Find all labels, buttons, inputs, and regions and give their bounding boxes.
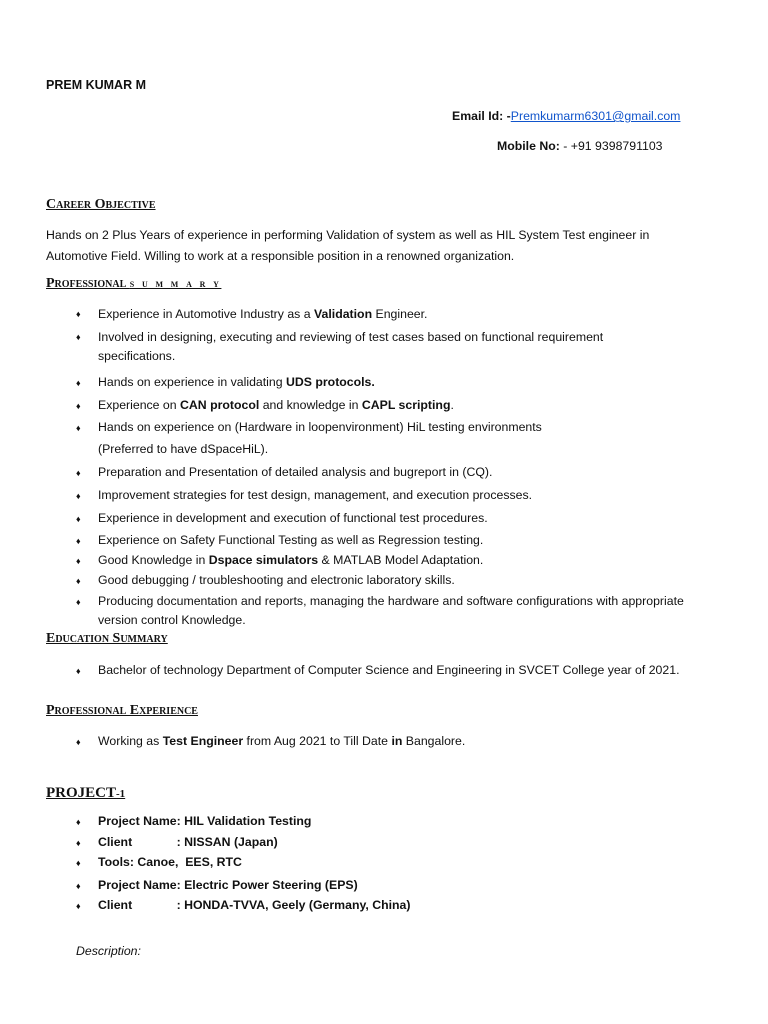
emph: CAN protocol [180, 398, 260, 412]
professional-summary-heading-b: s u m m a r y [129, 278, 222, 290]
text: Working as [98, 734, 163, 748]
description-label: Description: [76, 944, 141, 958]
list-item: Producing documentation and reports, managing the hardware and software configurations with appropriate [98, 594, 684, 608]
list-item: Improvement strategies for test design, management, and execution processes. [98, 488, 533, 502]
bullet-icon: ♦ [76, 737, 81, 747]
list-item-cont: specifications. [98, 349, 176, 363]
mobile-line [497, 139, 663, 153]
text: Engineer. [372, 307, 428, 321]
education-heading: Education Summary [46, 631, 168, 646]
candidate-name: PREM KUMAR M [46, 78, 146, 92]
list-item: Involved in designing, executing and reviewing of test cases based on functional requirement [98, 330, 604, 344]
emph: Dspace simulators [208, 553, 319, 567]
list-item: Hands on experience on (Hardware in loopenvironment) HiL testing environments [98, 420, 542, 434]
bullet-icon: ♦ [76, 468, 81, 478]
emph: in [391, 734, 403, 748]
bullet-icon: ♦ [76, 817, 81, 827]
bullet-icon: ♦ [76, 378, 81, 388]
email-link[interactable]: Premkumarm6301@gmail.com [510, 109, 681, 123]
text: & MATLAB Model Adaptation. [318, 553, 484, 567]
project-item: Project Name: HIL Validation Testing [98, 814, 312, 828]
text: Experience on [98, 398, 181, 412]
list-item: Experience on Safety Functional Testing as well as Regression testing. [98, 533, 484, 547]
education-item: Bachelor of technology Department of Computer Science and Engineering in SVCET College year of 2021. [98, 663, 680, 677]
text: Bangalore. [402, 734, 466, 748]
email-line [452, 109, 680, 123]
list-item: Preparation and Presentation of detailed analysis and bugreport in (CQ). [98, 465, 493, 479]
text: and knowledge in [259, 398, 362, 412]
career-objective-line-2: Automotive Field. Willing to work at a responsible position in a renowned organization. [46, 249, 515, 263]
project-item: Client : NISSAN (Japan) [98, 835, 278, 849]
text: Good Knowledge in [98, 553, 209, 567]
emph: Test Engineer [162, 734, 244, 748]
list-item: Experience in development and execution of functional test procedures. [98, 511, 488, 525]
bullet-icon: ♦ [76, 491, 81, 501]
bullet-icon: ♦ [76, 401, 81, 411]
text: from Aug 2021 to Till Date [243, 734, 392, 748]
mobile-number: - +91 9398791103 [559, 139, 663, 153]
bullet-icon: ♦ [76, 597, 81, 607]
list-item [98, 372, 375, 392]
bullet-icon: ♦ [76, 423, 81, 433]
list-item [98, 550, 483, 570]
project-item: Client : HONDA-TVVA, Geely (Germany, China) [98, 898, 411, 912]
bullet-icon: ♦ [76, 556, 81, 566]
emph: Validation [314, 307, 373, 321]
emph: UDS protocols. [286, 375, 375, 389]
project-title: PROJECT [46, 785, 117, 801]
career-objective-line-1: Hands on 2 Plus Years of experience in performing Validation of system as well as HIL System Test engineer in [46, 228, 650, 242]
project-heading [46, 785, 125, 802]
text: Hands on experience in validating [98, 375, 286, 389]
bullet-icon: ♦ [76, 514, 81, 524]
bullet-icon: ♦ [76, 901, 81, 911]
bullet-icon: ♦ [76, 309, 81, 319]
project-item: Project Name: Electric Power Steering (EPS) [98, 878, 358, 892]
list-item: Good debugging / troubleshooting and electronic laboratory skills. [98, 573, 455, 587]
bullet-icon: ♦ [76, 332, 81, 342]
bullet-icon: ♦ [76, 881, 81, 891]
professional-summary-heading-a: Professional [46, 276, 130, 291]
professional-summary-heading [46, 276, 221, 292]
list-item [98, 304, 427, 324]
bullet-icon: ♦ [76, 576, 81, 586]
bullet-icon: ♦ [76, 536, 81, 546]
project-item: Tools: Canoe, EES, RTC [98, 855, 242, 869]
email-label: Email Id: - [452, 109, 511, 123]
experience-heading: Professional Experience [46, 703, 198, 718]
text: . [450, 398, 454, 412]
project-title-suffix: -1 [116, 788, 126, 800]
emph: CAPL scripting [361, 398, 451, 412]
bullet-icon: ♦ [76, 666, 81, 676]
list-item [98, 395, 454, 415]
career-objective-heading: Career Objective [46, 197, 156, 212]
text: Experience in Automotive Industry as a [98, 307, 314, 321]
bullet-icon: ♦ [76, 858, 81, 868]
list-item-cont: version control Knowledge. [98, 613, 246, 627]
experience-item [98, 731, 465, 751]
bullet-icon: ♦ [76, 838, 81, 848]
list-item-cont: (Preferred to have dSpaceHiL). [98, 442, 269, 456]
mobile-label: Mobile No: [497, 139, 560, 153]
